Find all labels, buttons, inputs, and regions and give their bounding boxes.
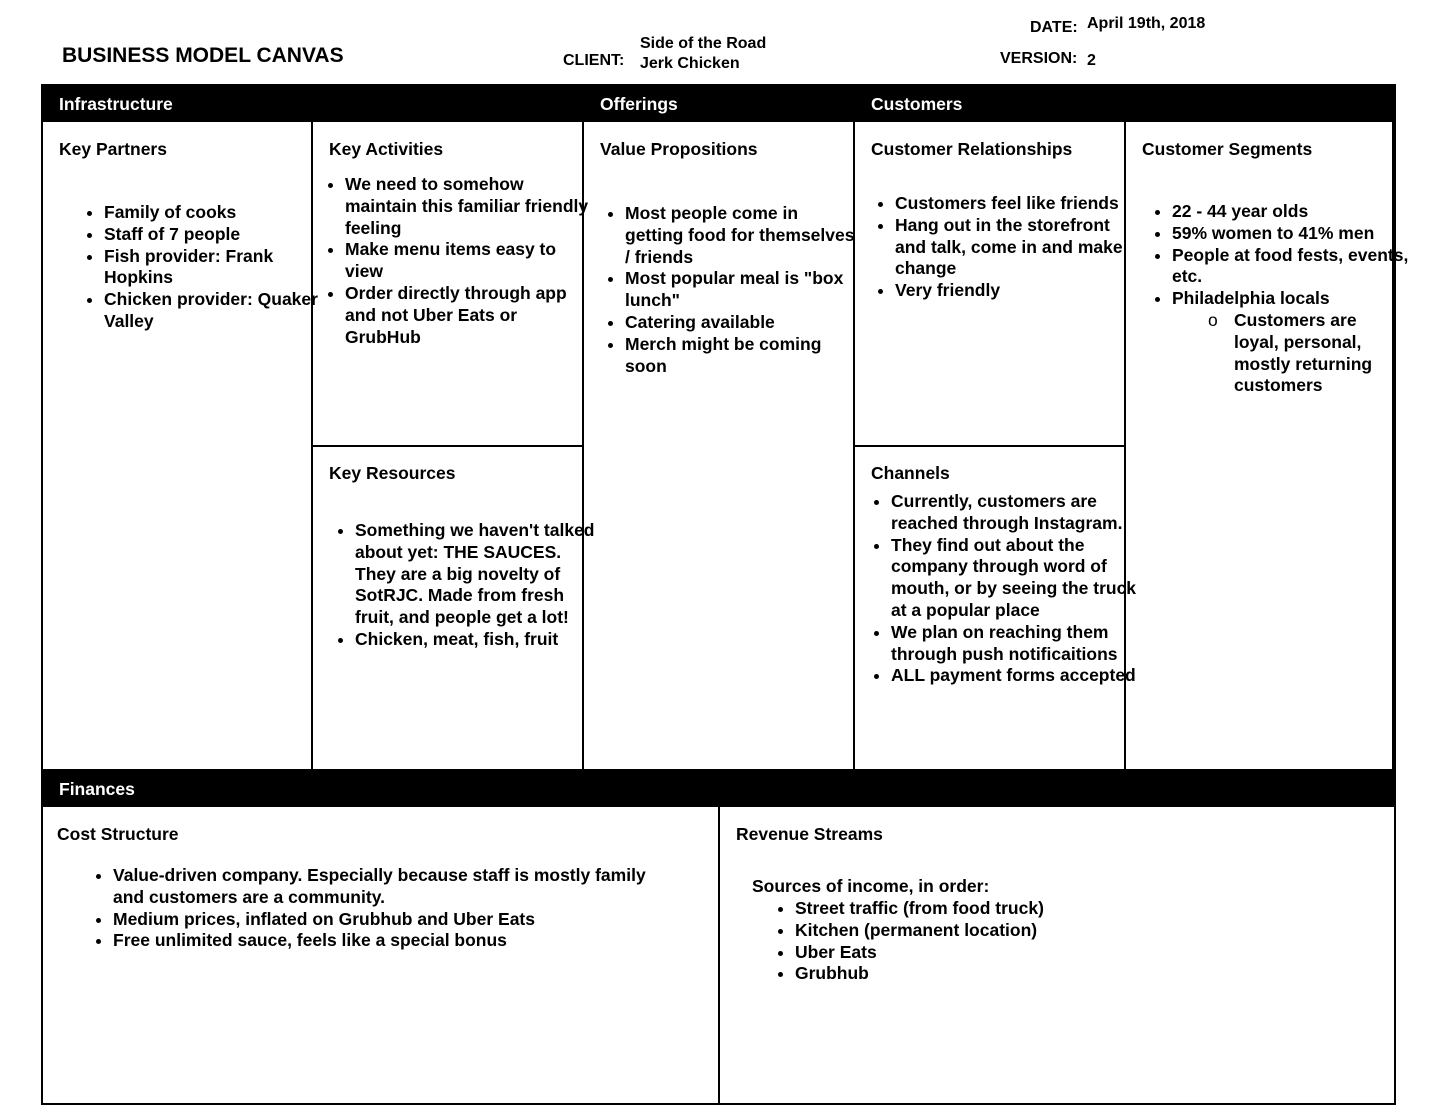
revenue-streams-title: Revenue Streams (736, 824, 883, 844)
key-partners-title: Key Partners (59, 139, 167, 159)
list-item: • 22 - 44 year olds (1172, 201, 1412, 223)
list-item: • Merch might be coming soon (625, 334, 860, 378)
date-label: DATE: (1030, 19, 1078, 36)
list-item: • Street traffic (from food truck) (795, 898, 1195, 920)
key-partners-cell (41, 120, 318, 771)
list-item: • Make menu items easy to view (345, 239, 590, 283)
list-item: • Free unlimited sauce, feels like a special bonus (113, 930, 653, 952)
customer-segments-title: Customer Segments (1142, 139, 1313, 159)
client-label: CLIENT: (563, 52, 625, 69)
list-item: • Grubhub (795, 963, 1195, 985)
key-activities-list (321, 174, 590, 348)
customer-segments-list (1148, 201, 1412, 397)
date-value: April 19th, 2018 (1087, 15, 1206, 32)
client-name-line-1: Side of the Road (640, 35, 767, 52)
version-label: VERSION: (1000, 50, 1078, 67)
band-infrastructure: Infrastructure (59, 94, 173, 114)
list-item: • 59% women to 41% men (1172, 223, 1412, 245)
list-item: • They find out about the company through word of mouth, or by seeing the truck at a popular place (891, 535, 1144, 622)
key-activities-cell (311, 120, 589, 447)
list-item: • Value-driven company. Especially because staff is mostly family and customers are a community. (113, 865, 653, 909)
sub-list-item: o Customers are loyal, personal, mostly returning customers (1234, 310, 1384, 397)
business-model-canvas (41, 84, 1409, 1105)
value-propositions-list (601, 203, 860, 377)
page-title: BUSINESS MODEL CANVAS (62, 44, 344, 67)
list-item: • Uber Eats (795, 942, 1195, 964)
list-item: • Chicken provider: Quaker Valley (104, 289, 324, 333)
list-item: • We need to somehow maintain this familiar friendly feeling (345, 174, 590, 239)
key-resources-list (331, 520, 595, 651)
list-item: • We plan on reaching them through push notificaitions (891, 622, 1144, 666)
list-item: • Chicken, meat, fish, fruit (355, 629, 595, 651)
customer-relationships-list (871, 193, 1140, 302)
channels-title: Channels (871, 463, 950, 483)
list-item: • Order directly through app and not Uber Eats or GrubHub (345, 283, 590, 348)
list-item: • Most popular meal is "box lunch" (625, 268, 860, 312)
list-item: • People at food fests, events, etc. (1172, 245, 1412, 289)
customer-relationships-title: Customer Relationships (871, 139, 1073, 159)
band-customers: Customers (871, 94, 963, 114)
cost-structure-cell (41, 805, 720, 1103)
revenue-streams-cell (718, 805, 1394, 1103)
section-band-top (43, 86, 1394, 122)
key-partners-list (80, 202, 324, 333)
version-value: 2 (1087, 52, 1096, 69)
list-item: • ALL payment forms accepted (891, 665, 1144, 687)
list-item (1172, 288, 1412, 397)
list-item: • Medium prices, inflated on Grubhub and Uber Eats (113, 909, 653, 931)
list-item: • Family of cooks (104, 202, 324, 224)
value-propositions-title: Value Propositions (600, 139, 758, 159)
list-item: • Kitchen (permanent location) (795, 920, 1195, 942)
value-propositions-cell (582, 120, 855, 771)
client-name-line-2: Jerk Chicken (640, 55, 740, 72)
cost-structure-title: Cost Structure (57, 824, 179, 844)
customer-segments-sublist (1196, 310, 1384, 397)
customer-relationships-cell (853, 120, 1126, 447)
revenue-streams-intro: Sources of income, in order: (752, 876, 990, 896)
list-item: • Something we haven't talked about yet: THE SAUCES. They are a big novelty of SotRJC. Made from fresh fruit, and people get a lot! (355, 520, 595, 629)
list-item-label: Philadelphia locals (1172, 288, 1330, 309)
key-resources-cell (311, 445, 595, 771)
list-item: • Staff of 7 people (104, 224, 324, 246)
list-item: • Very friendly (895, 280, 1140, 302)
list-item: • Most people come in getting food for themselves / friends (625, 203, 860, 268)
channels-cell (853, 445, 1137, 771)
section-band-finances (43, 771, 1394, 807)
list-item: • Currently, customers are reached through Instagram. (891, 491, 1144, 535)
key-activities-title: Key Activities (329, 139, 444, 159)
key-resources-title: Key Resources (329, 463, 456, 483)
list-item: • Customers feel like friends (895, 193, 1140, 215)
cost-structure-list (89, 865, 653, 952)
revenue-streams-list (771, 898, 1195, 985)
list-item: • Hang out in the storefront and talk, come in and make change (895, 215, 1140, 280)
channels-list (867, 491, 1144, 687)
list-item: • Fish provider: Frank Hopkins (104, 246, 324, 290)
list-item: • Catering available (625, 312, 860, 334)
customer-segments-cell (1124, 120, 1409, 771)
band-finances: Finances (59, 779, 135, 799)
band-offerings: Offerings (600, 94, 678, 114)
